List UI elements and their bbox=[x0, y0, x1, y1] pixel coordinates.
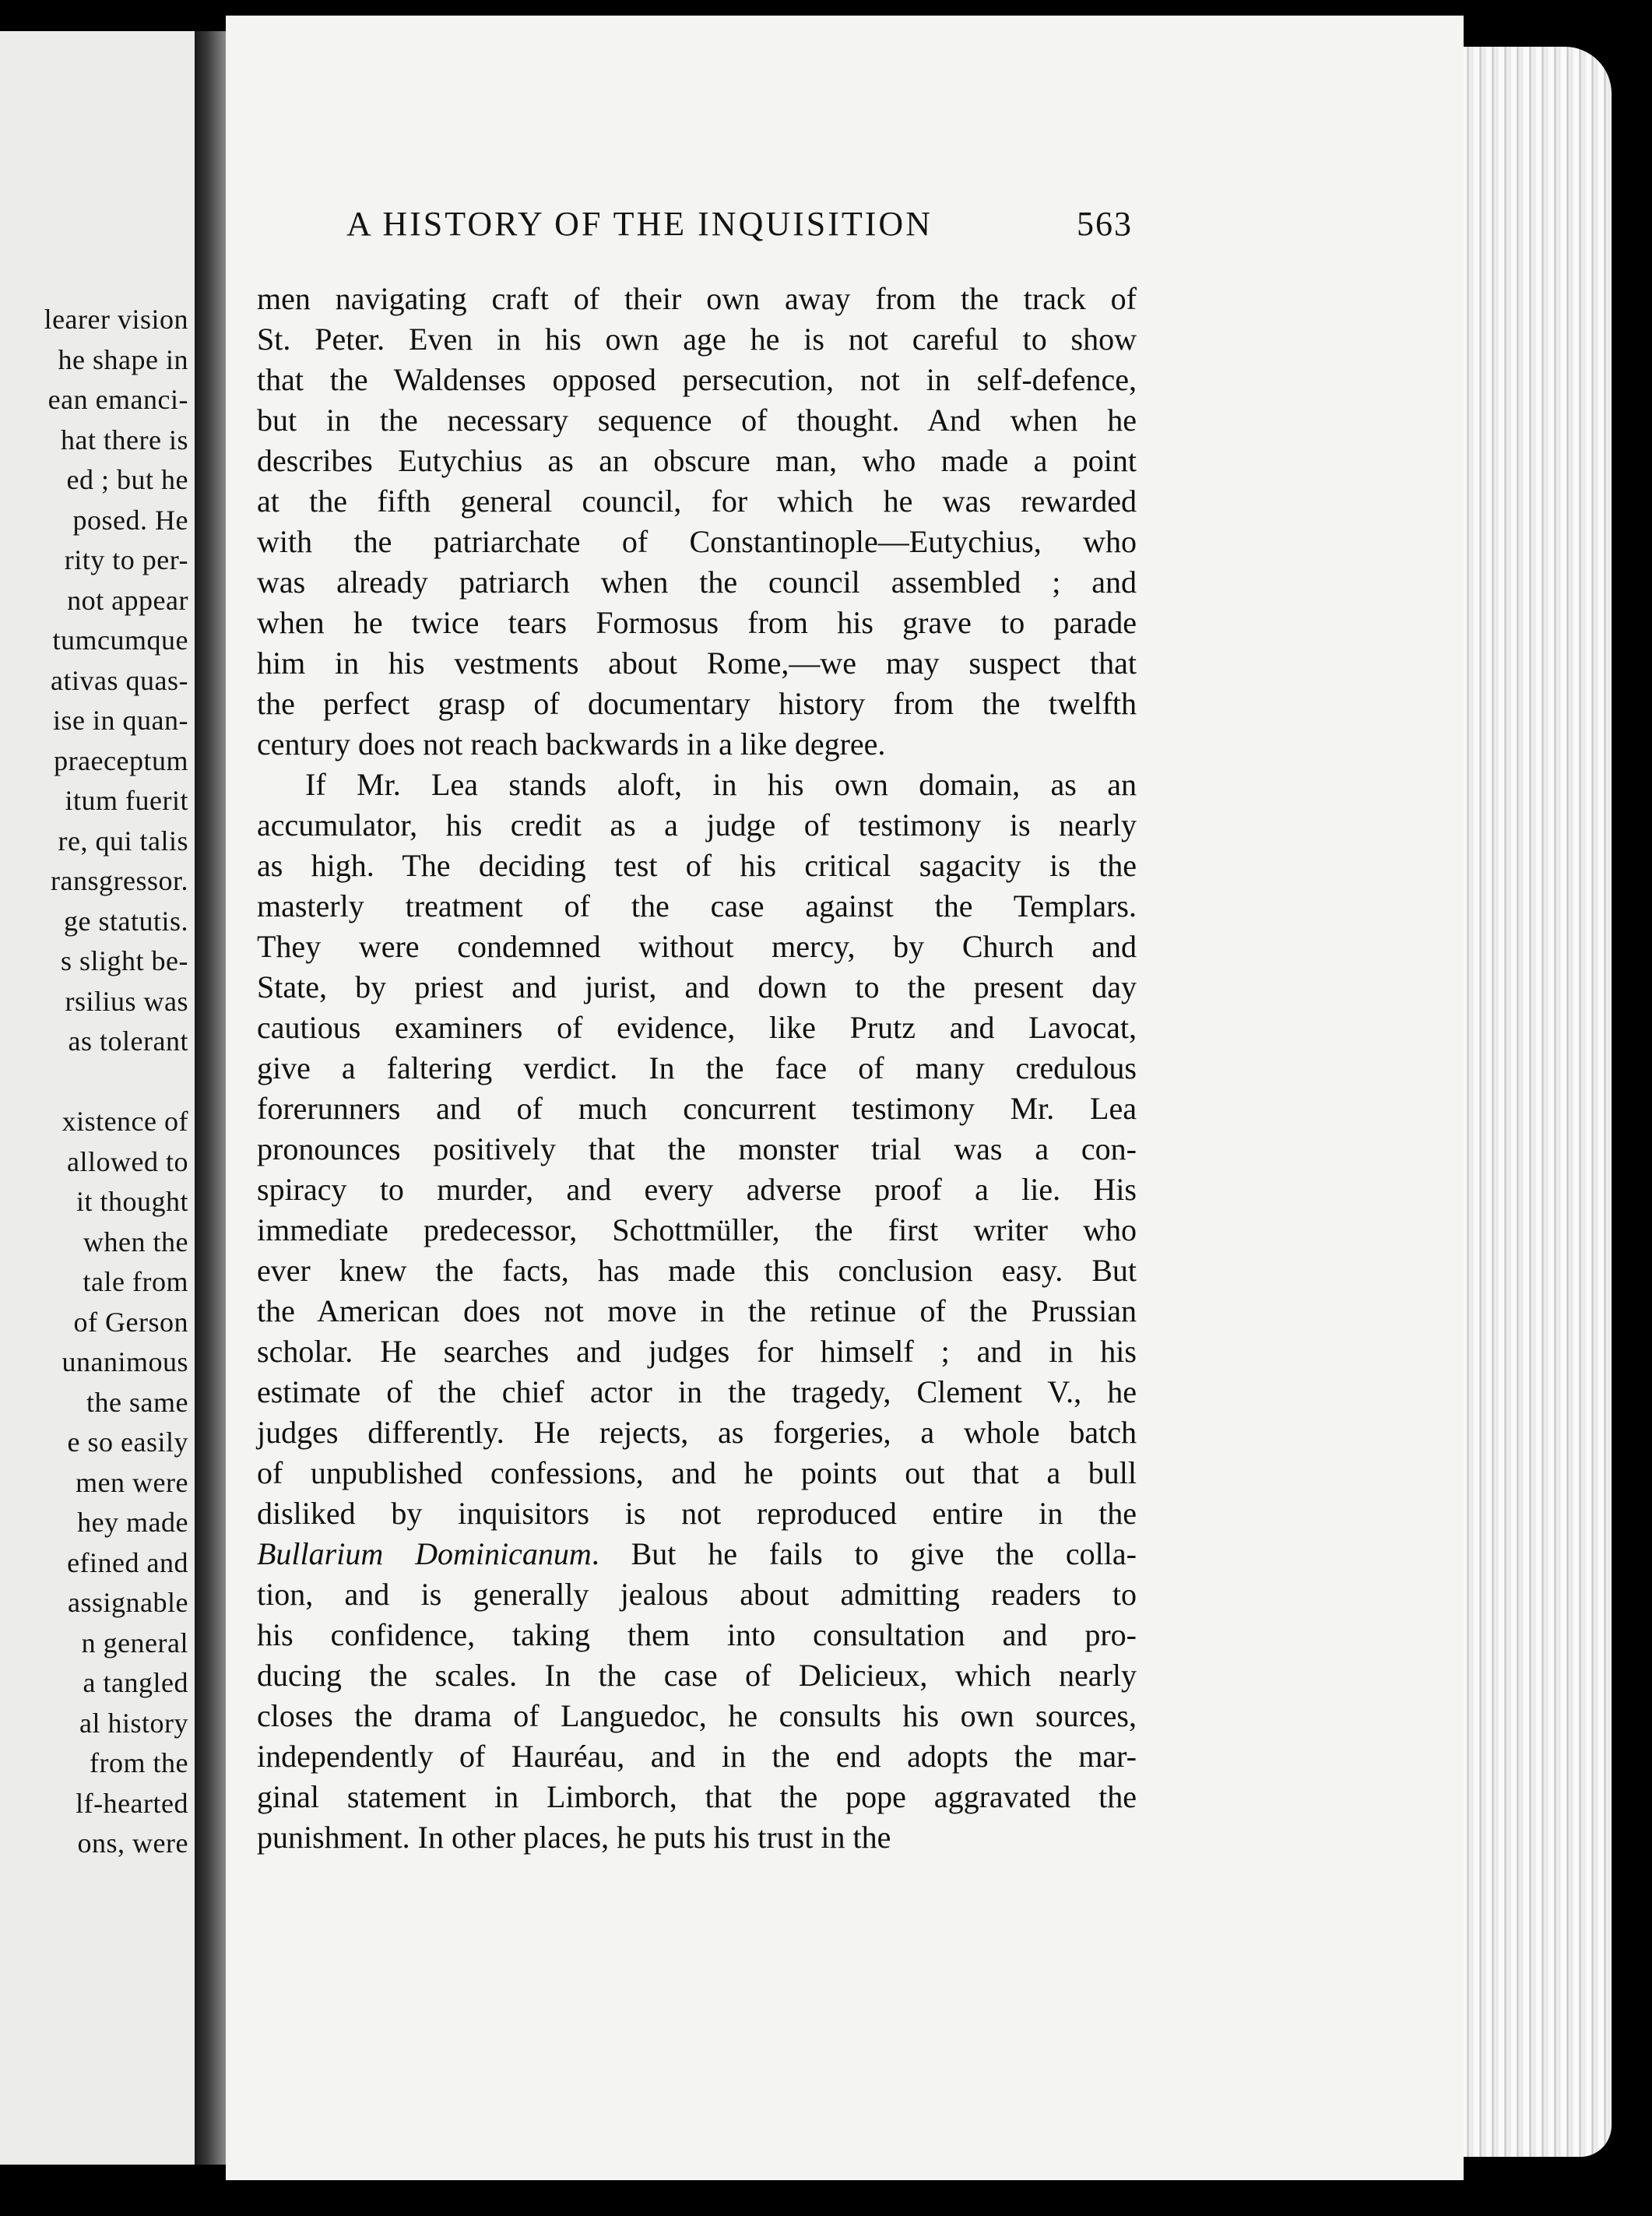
text-line: when he twice tears Formosus from his grave to parade bbox=[257, 605, 1137, 640]
text-line: judges differently. He rejects, as forgeries, a whole batch bbox=[257, 1415, 1137, 1450]
left-page-line: itum fuerit bbox=[65, 785, 188, 816]
text-line: State, by priest and jurist, and down to the present day bbox=[257, 969, 1137, 1004]
left-page-line: ise in quan- bbox=[53, 705, 188, 736]
text-line: masterly treatment of the case against the Templars. bbox=[257, 888, 1137, 923]
text-line: but in the necessary sequence of thought. And when he bbox=[257, 403, 1137, 438]
text-line: give a faltering verdict. In the face of many credulous bbox=[257, 1050, 1137, 1085]
text-line: Bullarium Dominicanum. But he fails to give the colla- bbox=[257, 1536, 1137, 1571]
left-page-line: when the bbox=[83, 1226, 188, 1257]
text-line: him in his vestments about Rome,—we may suspect that bbox=[257, 645, 1137, 681]
left-page-line: ransgressor. bbox=[51, 865, 188, 896]
text-line: spiracy to murder, and every adverse proof a lie. His bbox=[257, 1172, 1137, 1207]
left-page-line: tale from bbox=[83, 1266, 188, 1297]
left-page-line: n general bbox=[81, 1627, 188, 1658]
left-page-line: ed ; but he bbox=[66, 464, 188, 495]
left-page-line: hat there is bbox=[61, 424, 188, 456]
text-line: ginal statement in Limborch, that the pope aggravated the bbox=[257, 1779, 1137, 1814]
text-line: men navigating craft of their own away from the track of bbox=[257, 281, 1137, 316]
text-line: immediate predecessor, Schottmüller, the first writer who bbox=[257, 1212, 1137, 1247]
running-title: A HISTORY OF THE INQUISITION bbox=[346, 205, 933, 243]
text-line: was already patriarch when the council assembled ; and bbox=[257, 565, 1137, 600]
left-page-line: he shape in bbox=[58, 343, 188, 375]
left-page-line: men were bbox=[76, 1466, 188, 1498]
text-line: that the Waldenses opposed persecution, not in self-defence, bbox=[257, 362, 1137, 397]
left-page-line: allowed to bbox=[67, 1145, 188, 1177]
body-text bbox=[257, 279, 1137, 1858]
left-page-line: assignable bbox=[68, 1587, 188, 1618]
left-page-line: praeceptum bbox=[54, 744, 188, 776]
text-line: with the patriarchate of Constantinople—Eutychius, who bbox=[257, 524, 1137, 559]
text-line: describes Eutychius as an obscure man, who made a point bbox=[257, 443, 1137, 478]
text-line: closes the drama of Languedoc, he consults his own sources, bbox=[257, 1698, 1137, 1733]
text-line: century does not reach backwards in a like degree. bbox=[257, 726, 886, 762]
text-line: ever knew the facts, has made this conclusion easy. But bbox=[257, 1253, 1137, 1288]
left-page-line: ons, were bbox=[77, 1827, 188, 1859]
text-line: ducing the scales. In the case of Delicieux, which nearly bbox=[257, 1658, 1137, 1693]
text-line: accumulator, his credit as a judge of testimony is nearly bbox=[257, 807, 1137, 842]
left-page-line: ean emanci- bbox=[47, 384, 188, 415]
text-line: tion, and is generally jealous about admitting readers to bbox=[257, 1577, 1137, 1612]
left-page-line: it thought bbox=[76, 1186, 188, 1217]
text-line: pronounces positively that the monster trial was a con- bbox=[257, 1131, 1137, 1166]
left-page-line: a tangled bbox=[83, 1667, 188, 1698]
left-page-line: ge statutis. bbox=[64, 905, 188, 937]
left-page-line: as tolerant bbox=[68, 1025, 188, 1057]
left-page-line: unanimous bbox=[62, 1346, 188, 1377]
left-page-line: ativas quas- bbox=[51, 664, 188, 696]
left-page-line: xistence of bbox=[62, 1106, 188, 1137]
left-page-line: e so easily bbox=[67, 1426, 188, 1458]
left-page-line: rity to per- bbox=[64, 544, 188, 575]
left-page-line: of Gerson bbox=[73, 1306, 188, 1338]
text-line: punishment. In other places, he puts his trust in the bbox=[257, 1820, 891, 1855]
text-line: forerunners and of much concurrent testimony Mr. Lea bbox=[257, 1091, 1137, 1126]
text-line: If Mr. Lea stands aloft, in his own domain, as an bbox=[305, 767, 1137, 802]
left-page-line: al history bbox=[79, 1707, 188, 1739]
text-line: the perfect grasp of documentary history from the twelfth bbox=[257, 686, 1137, 721]
text-line: scholar. He searches and judges for himself ; and in his bbox=[257, 1334, 1137, 1369]
left-page-line: posed. He bbox=[72, 504, 188, 536]
left-page-line: re, qui talis bbox=[58, 825, 188, 857]
text-line: as high. The deciding test of his critical sagacity is the bbox=[257, 848, 1137, 883]
left-page-line: hey made bbox=[77, 1507, 188, 1538]
text-line: at the fifth general council, for which he was rewarded bbox=[257, 484, 1137, 519]
left-page-line: rsilius was bbox=[65, 985, 188, 1017]
left-page-line: not appear bbox=[67, 584, 188, 616]
text-line: his confidence, taking them into consultation and pro- bbox=[257, 1617, 1137, 1652]
left-page-line: efined and bbox=[67, 1546, 188, 1578]
left-page-line: lf-hearted bbox=[76, 1787, 188, 1819]
book-gutter bbox=[195, 31, 226, 2165]
page-header bbox=[346, 204, 1133, 251]
text-line: St. Peter. Even in his own age he is not careful to show bbox=[257, 322, 1137, 357]
left-page-line: tumcumque bbox=[52, 624, 188, 656]
left-page-line: from the bbox=[90, 1747, 188, 1778]
left-page-line: learer vision bbox=[44, 304, 188, 335]
text-line: independently of Hauréau, and in the end adopts the mar- bbox=[257, 1739, 1137, 1774]
text-line: cautious examiners of evidence, like Prutz and Lavocat, bbox=[257, 1010, 1137, 1045]
italic-book-title: Bullarium Dominicanum bbox=[257, 1536, 592, 1571]
left-page-line: the same bbox=[86, 1386, 188, 1418]
text-line: the American does not move in the retinue of the Prussian bbox=[257, 1293, 1137, 1328]
text-line: They were condemned without mercy, by Church and bbox=[257, 929, 1137, 964]
text-line: disliked by inquisitors is not reproduced entire in the bbox=[257, 1496, 1137, 1531]
text-line: estimate of the chief actor in the tragedy, Clement V., he bbox=[257, 1374, 1137, 1409]
page-number: 563 bbox=[1077, 205, 1133, 243]
left-facing-page bbox=[0, 31, 195, 2165]
left-page-line: s slight be- bbox=[61, 945, 188, 976]
text-line: of unpublished confessions, and he points out that a bull bbox=[257, 1455, 1137, 1490]
